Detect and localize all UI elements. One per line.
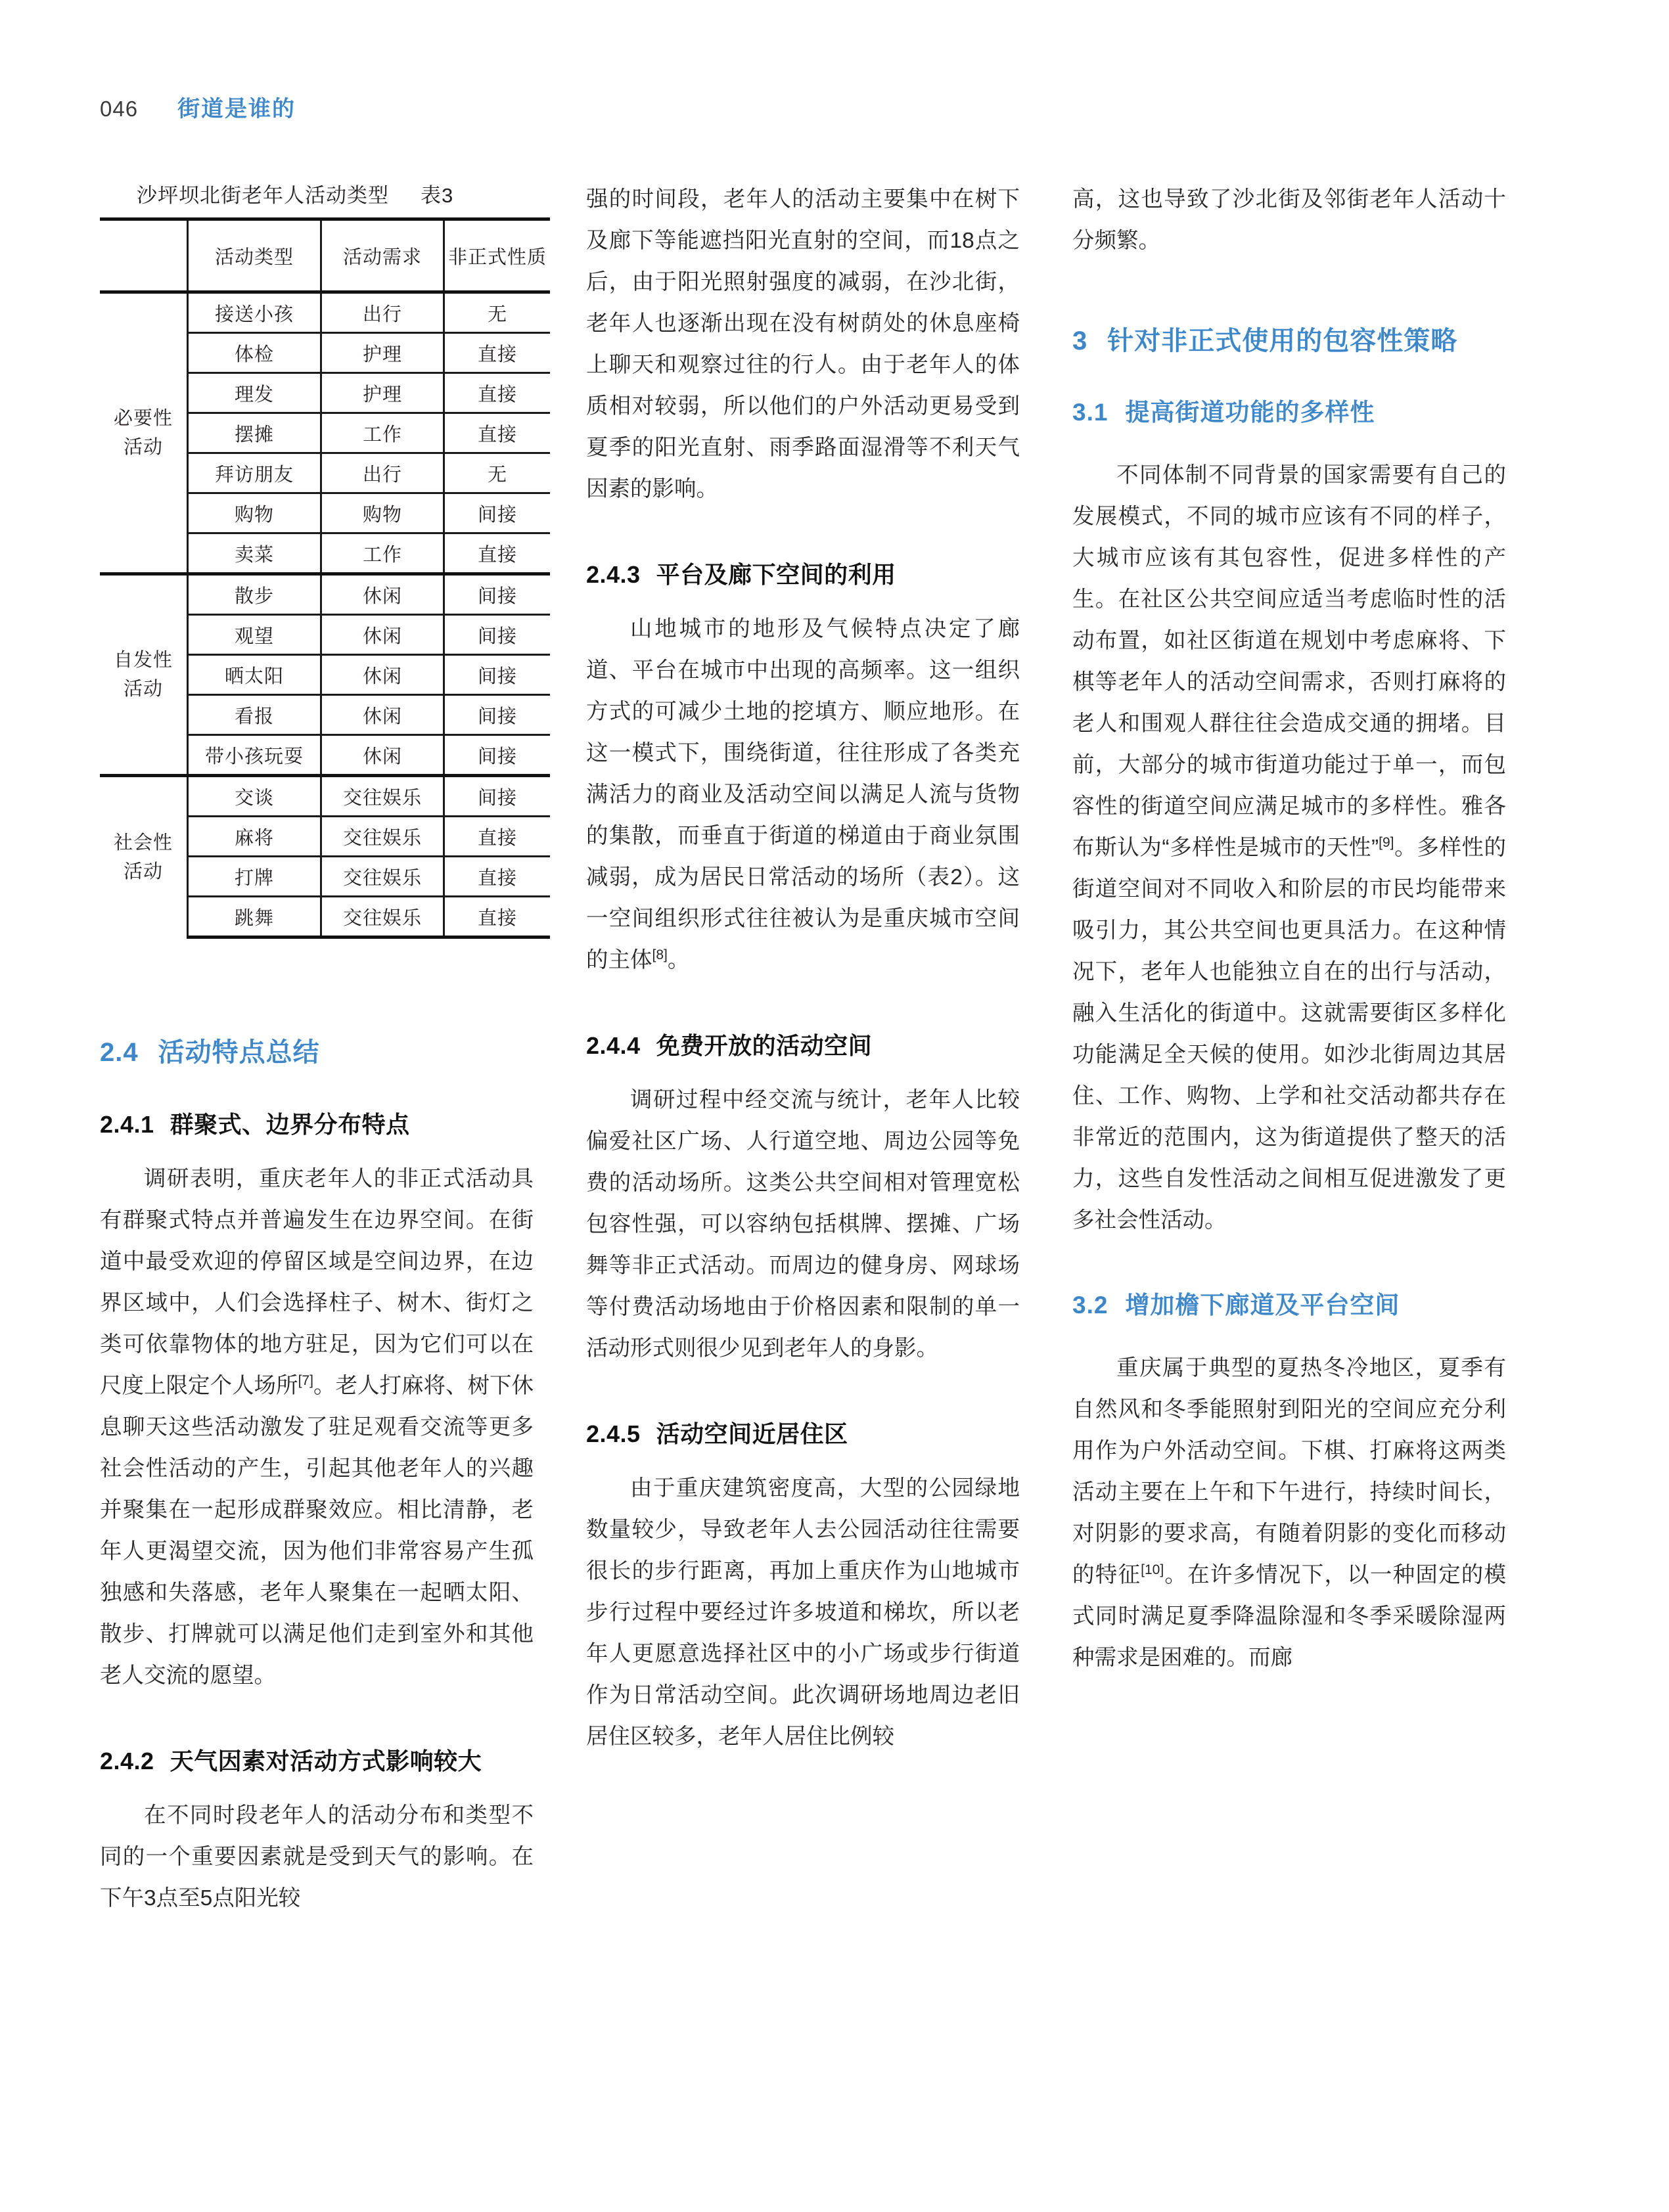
cell-nature: 间接 [444,776,551,817]
paragraph-2-4-2: 在不同时段老年人的活动分布和类型不同的一个重要因素就是受到天气的影响。在下午3点至5点阳光较 [100,1803,534,1910]
cell-type: 麻将 [188,817,321,857]
cell-nature: 直接 [444,373,551,413]
cell-nature: 直接 [444,413,551,453]
cell-type: 看报 [188,695,321,735]
para-text-b: 。老人打麻将、树下休息聊天这些活动激发了驻足观看交流等更多社会性活动的产生，引起其他老年人的兴趣并聚集在一起形成群聚效应。相比清静，老年人更渴望交流，因为他们非常容易产生孤独感和失落感，老年人聚集在一起晒太阳、散步、打牌就可以满足他们走到室外和其他老人交流的愿望。 [100,1374,534,1688]
cell-type: 交谈 [188,776,321,817]
heading-2-4-5-number: 2.4.5 [586,1420,641,1447]
paragraph-3-2 [1072,1347,1506,1679]
cell-type: 体检 [188,333,321,373]
para-text-a: 调研表明，重庆老年人的非正式活动具有群聚式特点并普遍发生在边界空间。在街道中最受欢迎的停留区域是空间边界，在边界区域中，人们会选择柱子、树木、街灯之类可依靠物体的地方驻足，因为它们可以在尺度上限定个人场所 [100,1167,534,1398]
group-label-line1: 必要性 [113,408,173,429]
para-text-a: 山地城市的地形及气候特点决定了廊道、平台在城市中出现的高频率。这一组织方式的可减少土地的挖填方、顺应地形。在这一模式下，围绕街道，往往形成了各类充满活力的商业及活动空间以满足人流与货物的集散，而垂直于街道的梯道由于商业氛围减弱，成为居民日常活动的场所（表2）。这一空间组织形式往往被认为是重庆城市空间的主体 [586,617,1020,972]
column-right [1072,179,1506,1919]
group-label-line2: 活动 [123,437,163,458]
heading-2-4-4-text: 免费开放的活动空间 [656,1032,873,1059]
heading-2-4-2-text: 天气因素对活动方式影响较大 [170,1748,482,1774]
column-middle [586,179,1020,1919]
group-label-line1: 社会性 [113,832,173,853]
cell-type: 跳舞 [188,897,321,937]
cell-need: 休闲 [321,695,444,735]
table3 [100,217,550,939]
heading-2-4-3 [586,556,1020,594]
reference-marker-7: [7] [298,1372,313,1388]
para-text-b: 。在许多情况下，以一种固定的模式同时满足夏季降温除湿和冬季采暖除湿两种需求是困难的。而廊 [1072,1563,1507,1670]
cell-type: 购物 [188,493,321,533]
paragraph-2-4-5-continued: 高，这也导致了沙北街及邻街老年人活动十分频繁。 [1072,187,1506,253]
table3-wrapper [100,179,547,939]
heading-3-2-number: 3.2 [1072,1292,1109,1319]
cell-need: 出行 [321,453,444,493]
heading-2-4-1 [100,1106,534,1144]
reference-marker-8: [8] [652,947,668,962]
cell-type: 理发 [188,373,321,413]
cell-nature: 无 [444,292,551,333]
book-title: 街道是谁的 [177,97,296,122]
table-row [100,776,550,817]
running-header [100,91,296,123]
table3-col-header-need: 活动需求 [321,219,444,292]
cell-type: 卖菜 [188,533,321,574]
cell-type: 摆摊 [188,413,321,453]
heading-2-4-3-text: 平台及廊下空间的利用 [656,561,896,588]
table-row [100,219,550,292]
cell-need: 护理 [321,373,444,413]
cell-nature: 间接 [444,655,551,695]
cell-need: 工作 [321,413,444,453]
heading-3-2 [1072,1287,1506,1324]
paragraph-3-1 [1072,455,1506,1241]
para-text-b: 。 [667,948,690,972]
heading-2-4 [100,1033,534,1072]
table3-label: 表3 [421,184,454,207]
cell-type: 带小孩玩耍 [188,735,321,776]
cell-nature: 间接 [444,615,551,655]
reference-marker-9: [9] [1379,834,1394,850]
column-left [100,179,547,1919]
cell-type: 接送小孩 [188,292,321,333]
table3-col-header-type: 活动类型 [188,219,321,292]
cell-need: 交往娱乐 [321,897,444,937]
table3-group-label [100,292,188,574]
group-label-line1: 自发性 [113,650,173,671]
cell-need: 休闲 [321,615,444,655]
cell-nature: 间接 [444,735,551,776]
paragraph-2-4-2-continued: 强的时间段，老年人的活动主要集中在树下及廊下等能遮挡阳光直射的空间，而18点之后，由于阳光照射强度的减弱，在沙北街，老年人也逐渐出现在没有树荫处的休息座椅上聊天和观察过往的行人。由于老年人的体质相对较弱，所以他们的户外活动更易受到夏季的阳光直射、雨季路面湿滑等不利天气因素的影响。 [586,187,1020,501]
cell-nature: 直接 [444,857,551,897]
heading-2-4-5-text: 活动空间近居住区 [656,1420,848,1447]
heading-3 [1072,322,1506,360]
table3-corner-cell [100,219,188,292]
cell-need: 交往娱乐 [321,817,444,857]
heading-3-2-text: 增加檐下廊道及平台空间 [1125,1292,1400,1319]
heading-2-4-text: 活动特点总结 [158,1038,320,1067]
heading-2-4-5 [586,1415,1020,1453]
cell-type: 散步 [188,574,321,615]
cell-nature: 直接 [444,817,551,857]
heading-2-4-1-text: 群聚式、边界分布特点 [170,1111,410,1138]
heading-2-4-2 [100,1742,534,1780]
heading-3-1 [1072,394,1506,431]
paragraph-2-4-5: 由于重庆建筑密度高，大型的公园绿地数量较少，导致老年人去公园活动往往需要很长的步行距离，再加上重庆作为山地城市步行过程中要经过许多坡道和梯坎，所以老年人更愿意选择社区中的小广场或步行街道作为日常活动空间。此次调研场地周边老旧居住区较多，老年人居住比例较 [586,1476,1020,1749]
table3-col-header-nature: 非正式性质 [444,219,551,292]
cell-type: 观望 [188,615,321,655]
heading-2-4-number: 2.4 [100,1038,139,1067]
heading-2-4-2-number: 2.4.2 [100,1748,154,1774]
group-label-line2: 活动 [123,679,163,700]
cell-need: 出行 [321,292,444,333]
cell-need: 工作 [321,533,444,574]
table-row [100,574,550,615]
cell-nature: 间接 [444,574,551,615]
cell-nature: 间接 [444,695,551,735]
heading-3-1-number: 3.1 [1072,399,1109,426]
heading-3-1-text: 提高街道功能的多样性 [1125,399,1375,426]
table3-group-label [100,574,188,776]
page-number: 046 [100,97,139,121]
cell-need: 休闲 [321,735,444,776]
cell-need: 交往娱乐 [321,776,444,817]
cell-need: 护理 [321,333,444,373]
reference-marker-10: [10] [1141,1562,1164,1577]
paragraph-2-4-4: 调研过程中经交流与统计，老年人比较偏爱社区广场、人行道空地、周边公园等免费的活动场所。这类公共空间相对管理宽松包容性强，可以容纳包括棋牌、摆摊、广场舞等非正式活动。而周边的健身房、网球场等付费活动场地由于价格因素和限制的单一活动形式则很少见到老年人的身影。 [586,1088,1020,1361]
cell-nature: 直接 [444,333,551,373]
cell-type: 打牌 [188,857,321,897]
table-row [100,292,550,333]
table3-caption [100,179,534,208]
cell-need: 休闲 [321,655,444,695]
table3-group-label [100,776,188,937]
heading-2-4-3-number: 2.4.3 [586,561,641,588]
cell-nature: 无 [444,453,551,493]
cell-need: 休闲 [321,574,444,615]
heading-3-text: 针对非正式使用的包容性策略 [1107,327,1458,355]
heading-2-4-4 [586,1027,1020,1065]
table3-caption-text: 沙坪坝北街老年人活动类型 [137,184,389,207]
para-text-b: 。多样性的街道空间对不同收入和阶层的市民均能带来吸引力，其公共空间也更具活力。在这种情况下，老年人也能独立自在的出行与活动，融入生活化的街道中。这就需要街区多样化功能满足全天候的使用。如沙北街周边其居住、工作、购物、上学和社交活动都共存在非常近的范围内，这为街道提供了整天的活力，这些自发性活动之间相互促进激发了更多社会性活动。 [1072,836,1507,1232]
para-text-a: 不同体制不同背景的国家需要有自己的发展模式，不同的城市应该有不同的样子，大城市应该有其包容性，促进多样性的产生。在社区公共空间应适当考虑临时性的活动布置，如社区街道在规划中考虑麻将、下棋等老年人的活动空间需求，否则打麻将的老人和围观人群往往会造成交通的拥堵。目前，大部分的城市街道功能过于单一，而包容性的街道空间应满足城市的多样性。雅各布斯认为“多样性是城市的天性” [1072,463,1506,860]
cell-need: 交往娱乐 [321,857,444,897]
group-label-line2: 活动 [123,861,163,882]
cell-type: 晒太阳 [188,655,321,695]
cell-need: 购物 [321,493,444,533]
three-column-body [100,179,1572,1919]
heading-3-number: 3 [1072,327,1088,355]
para-text-a: 重庆属于典型的夏热冬冷地区，夏季有自然风和冬季能照射到阳光的空间应充分利用作为户外活动空间。下棋、打麻将这两类活动主要在上午和下午进行，持续时间长，对阴影的要求高，有随着阴影的变化而移动的特征 [1072,1356,1506,1587]
cell-nature: 直接 [444,897,551,937]
paragraph-2-4-1 [100,1158,534,1696]
heading-2-4-4-number: 2.4.4 [586,1032,641,1059]
cell-nature: 间接 [444,493,551,533]
cell-nature: 直接 [444,533,551,574]
paragraph-2-4-3 [586,608,1020,981]
cell-type: 拜访朋友 [188,453,321,493]
heading-2-4-1-number: 2.4.1 [100,1111,154,1138]
